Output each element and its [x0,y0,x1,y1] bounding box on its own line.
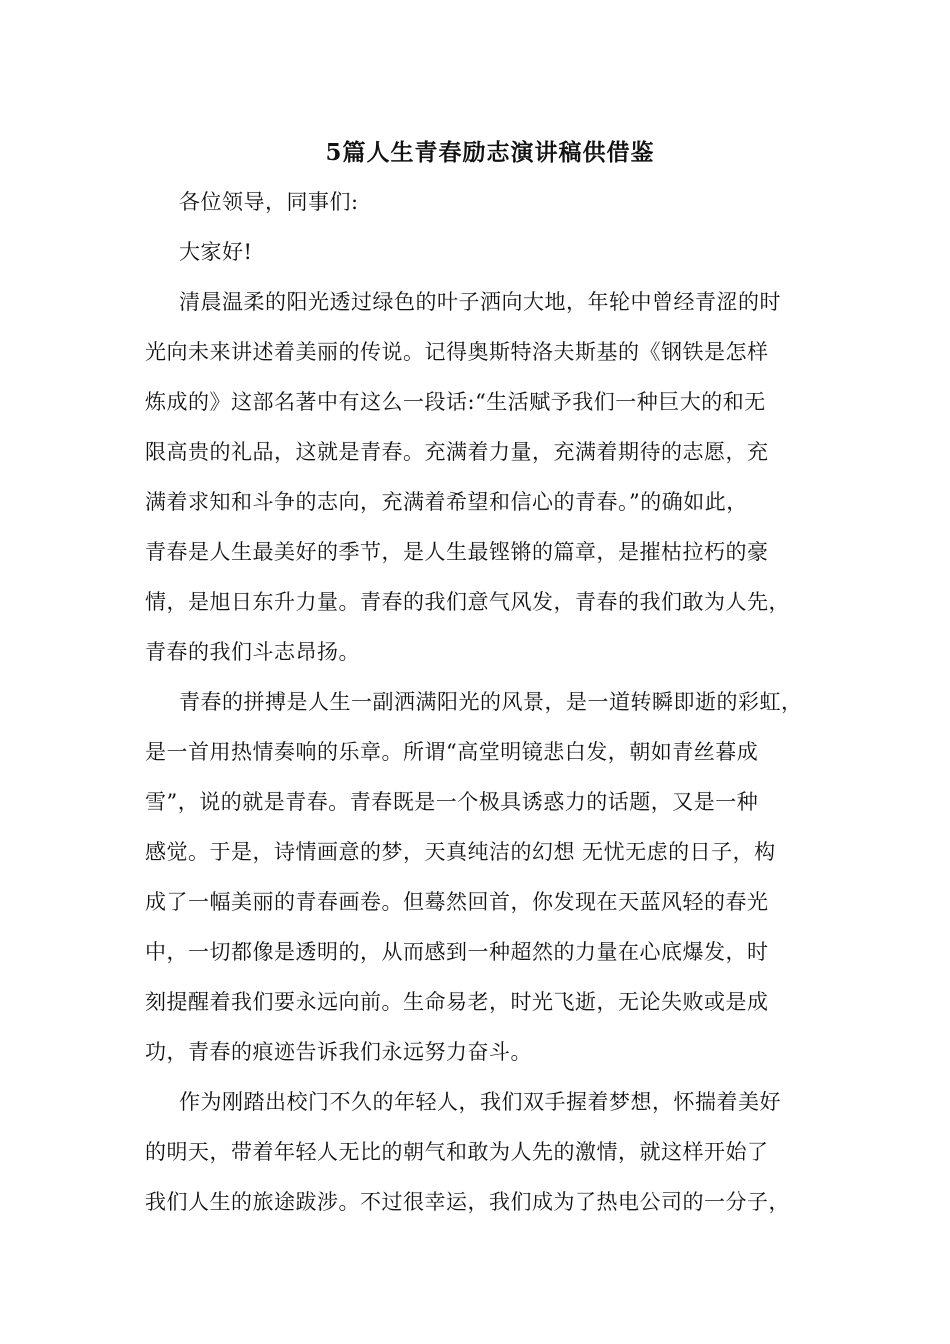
body-line: 限高贵的礼品，这就是青春。充满着力量，充满着期待的志愿，充 [145,440,769,464]
body-line: 满着求知和斗争的志向，充满着希望和信心的青春。”的确如此， [145,490,748,514]
body-line: 中，一切都像是透明的，从而感到一种超然的力量在心底爆发，时 [145,940,769,964]
body-line: 我们人生的旅途跋涉。不过很幸运，我们成为了热电公司的一分子， [145,1190,790,1214]
salutation: 各位领导，同事们: [179,190,359,214]
body-line: 光向未来讲述着美丽的传说。记得奥斯特洛夫斯基的《钢铁是怎样 [145,340,769,364]
greeting: 大家好! [179,240,253,264]
body-line: 刻提醒着我们要永远向前。生命易老，时光飞逝，无论失败或是成 [145,990,769,1014]
body-line: 青春是人生最美好的季节，是人生最铿锵的篇章，是摧枯拉朽的豪 [145,540,769,564]
body-line: 青春的拼搏是人生一副洒满阳光的风景，是一道转瞬即逝的彩虹， [179,690,803,714]
body-line: 青春的我们斗志昂扬。 [145,640,360,664]
body-line: 成了一幅美丽的青春画卷。但蓦然回首，你发现在天蓝风轻的春光 [145,890,769,914]
body-line: 清晨温柔的阳光透过绿色的叶子洒向大地，年轮中曾经青涩的时 [179,290,781,314]
body-line: 炼成的》这部名著中有这么一段话:“生活赋予我们一种巨大的和无 [145,390,766,414]
body-line: 情，是旭日东升力量。青春的我们意气风发，青春的我们敢为人先， [145,590,790,614]
body-line: 感觉。于是，诗情画意的梦，天真纯洁的幻想 无忧无虑的日子，构 [145,840,776,864]
body-line: 功，青春的痕迹告诉我们永远努力奋斗。 [145,1040,532,1064]
body-line: 是一首用热情奏响的乐章。所谓“高堂明镜悲白发，朝如青丝暮成 [145,740,759,764]
document-title: 5篇人生青春励志演讲稿供借鉴 [325,139,655,166]
body-line: 作为刚踏出校门不久的年轻人，我们双手握着梦想，怀揣着美好 [179,1090,781,1114]
body-line: 雪”，说的就是青春。青春既是一个极具诱惑力的话题，又是一种 [145,790,759,814]
body-line: 的明天，带着年轻人无比的朝气和敢为人先的激情，就这样开始了 [145,1140,769,1164]
